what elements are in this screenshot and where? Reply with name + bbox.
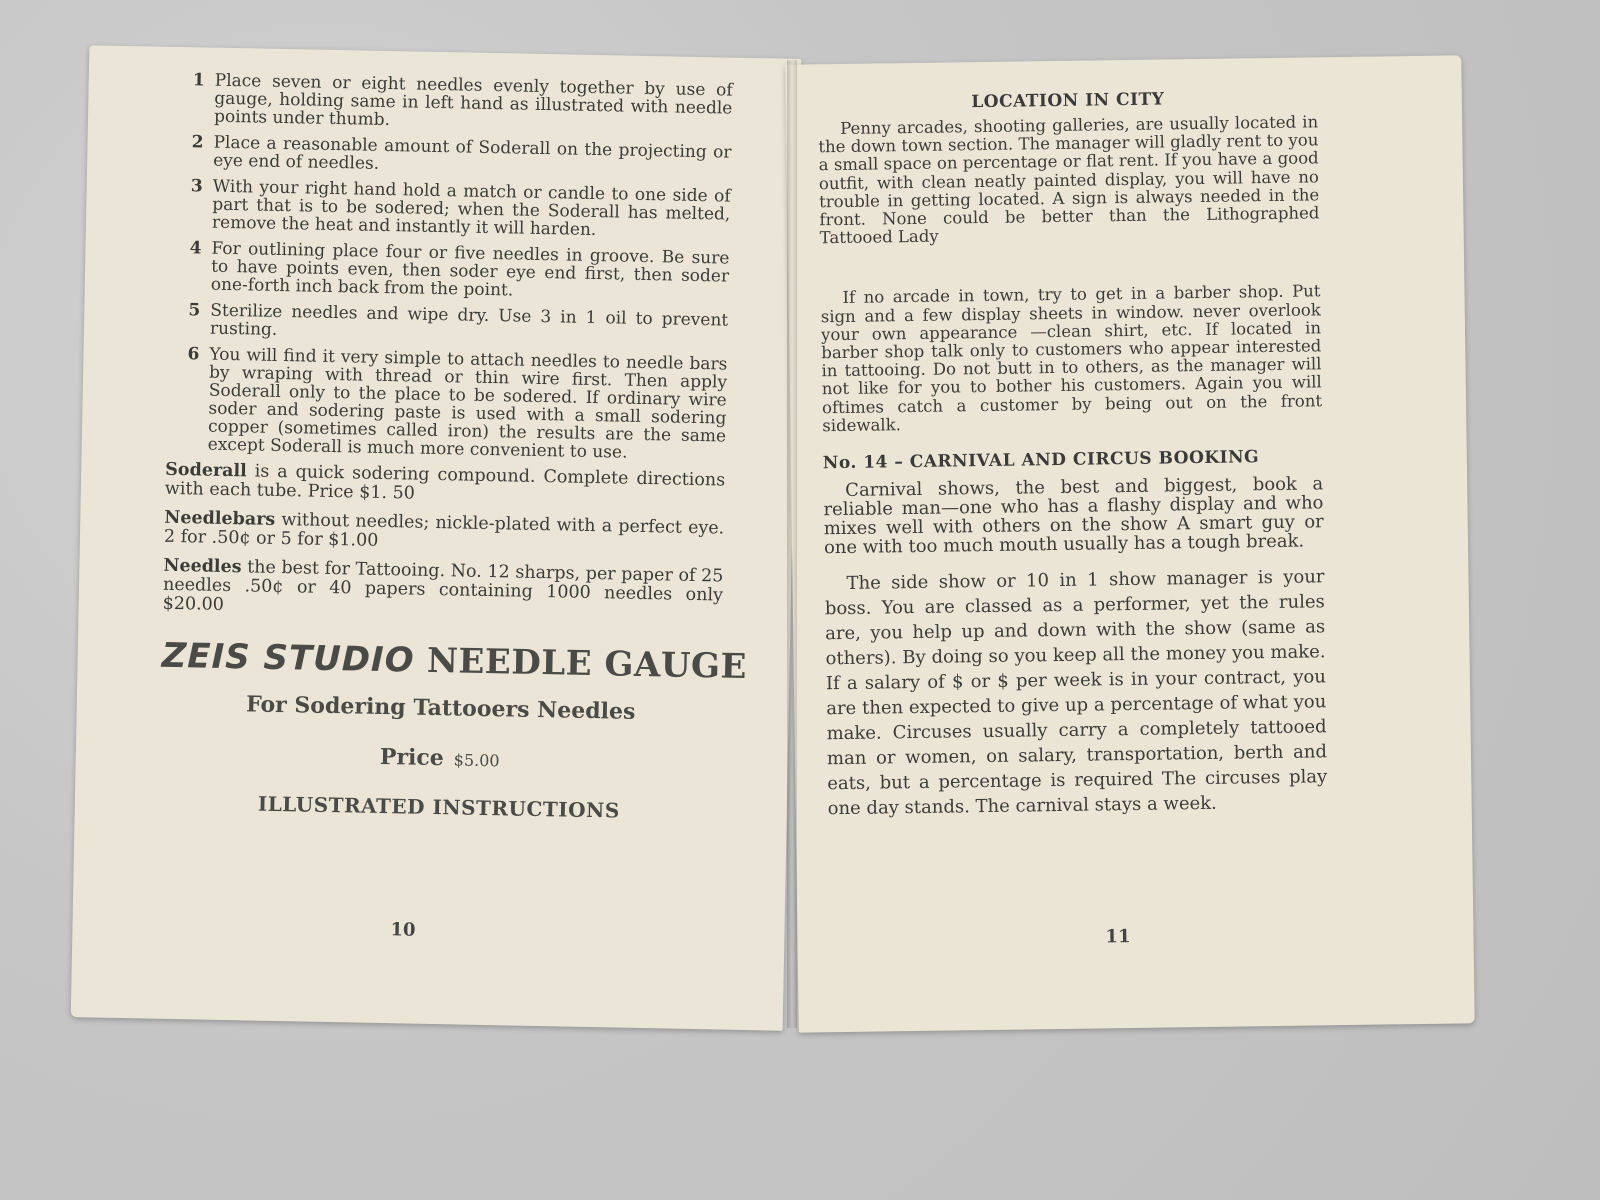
instruction-item: [168, 301, 729, 348]
instructions-column: [159, 70, 748, 825]
product-name: Needlebars: [164, 507, 276, 530]
product-list: [162, 461, 725, 625]
product-description: is a quick sodering compound. Complete directions with each tube. Price $1. 50: [164, 461, 726, 504]
location-heading: LOCATION IN CITY: [971, 89, 1165, 113]
gauge-price: [160, 740, 720, 777]
instruction-number: 1: [192, 70, 205, 91]
instruction-item: [166, 345, 728, 464]
instruction-text: With your right hand hold a match or candle to one side of part that is to be sodered; when the Soderall has melted, remove the heat and instantly it will harden.: [211, 176, 731, 241]
right-page: [785, 55, 1474, 1032]
instruction-text: Place seven or eight needles evenly together by use of gauge, holding same in left hand as illustrated with needle points under thumb.: [213, 70, 733, 131]
instruction-item: [171, 133, 732, 180]
gauge-brand: ZEIS STUDIO: [161, 635, 415, 681]
instruction-number: 5: [188, 300, 201, 321]
instruction-text: For outlining place four or five needles in groove. Be sure to have points even, then soder eye end first, then soder one-forth inch back from the point.: [210, 238, 730, 301]
gauge-instructions-label: ILLUSTRATED INSTRUCTIONS: [257, 791, 621, 823]
carnival-paragraph: Carnival shows, the best and biggest, book a reliable man—one who has a flashy display and who mixes well with others on the show A smart guy or one with too much mouth usually has a tough break.: [823, 473, 1324, 559]
gauge-subtitle: For Sodering Tattooers Needles: [245, 691, 636, 725]
product-paragraph: [164, 509, 725, 558]
right-text-column: [818, 87, 1328, 821]
instruction-number: 3: [190, 176, 203, 197]
sideshow-paragraph: The side show or 10 in 1 show manager is your boss. You are classed as a performer, yet the rules are, you help up and down with the show (same as others). By doing so you keep all the money you make. If a salary of $ or $ per week is in your contract, you are then expected to give up a percentage of what you make. Circuses usually carry a completely tattooed man or women, on salary, transportation, berth and eats, but a percentage is required The circuses play one day stands. The carnival stays a week.: [824, 566, 1328, 820]
instruction-number: 6: [187, 344, 200, 365]
gauge-price-label: Price: [379, 743, 445, 772]
instruction-list: [166, 71, 733, 464]
product-description: without needles; nickle-plated with a perfect eye. 2 for .50¢ or 5 for $1.00: [163, 509, 725, 551]
gauge-title-text: NEEDLE GAUGE: [426, 640, 748, 687]
instruction-number: 2: [191, 132, 204, 153]
product-paragraph: [165, 461, 726, 510]
instruction-item: [172, 71, 733, 136]
gauge-price-value: $5.00: [453, 750, 500, 771]
book-gutter: [787, 60, 797, 1028]
page-number-left: 10: [390, 919, 416, 941]
carnival-heading: No. 14 – CARNIVAL AND CIRCUS BOOKING: [822, 447, 1260, 474]
product-name: Needles: [163, 555, 242, 578]
instruction-item: [169, 239, 730, 304]
left-page: [71, 45, 802, 1030]
gauge-title: [161, 635, 748, 687]
product-name: Soderall: [165, 459, 247, 482]
instruction-number: 4: [189, 238, 202, 259]
product-description: the best for Tattooing. No. 12 sharps, per paper of 25 needles .50¢ or 40 papers containing 1000 needles only $20.00: [162, 557, 724, 615]
instruction-text: Sterilize needles and wipe dry. Use 3 in 1 oil to prevent rusting.: [209, 300, 729, 340]
location-paragraph: Penny arcades, shooting galleries, are usually located in the down town section. The manager will gladly rent to you a small space on percentage or flat rent. If you have a good outfit, with clean neatly painted display, you will have no trouble in getting located. A sign is always needed in the front. None could be better than the Lithographed Tattooed Lady: [818, 112, 1320, 248]
instruction-item: [170, 177, 731, 242]
instruction-text: Place a reasonable amount of Soderall on the projecting or eye end of needles.: [213, 132, 732, 174]
instruction-text: You will find it very simple to attach needles to needle bars by wraping with thread or thin wire first. Then apply Soderall only to the place to be sodered. If ordinary wire soder and sodering paste is used with a small sodering copper (sometimes called iron) the results are the same except Soderall is much more convenient to use.: [207, 344, 728, 463]
barber-paragraph: If no arcade in town, try to get in a barber shop. Put sign and a few display sheets in window. never overlook your own appearance —clean shirt, etc. If located in barber shop talk only to customers who appear interested in tattooing. Do not butt in to others, as the manager will not like for you to bother his customers. Again you will oftimes catch a customer by being out on the front sidewalk.: [820, 281, 1323, 436]
page-number-right: 11: [1105, 926, 1131, 948]
product-paragraph: [162, 557, 723, 625]
